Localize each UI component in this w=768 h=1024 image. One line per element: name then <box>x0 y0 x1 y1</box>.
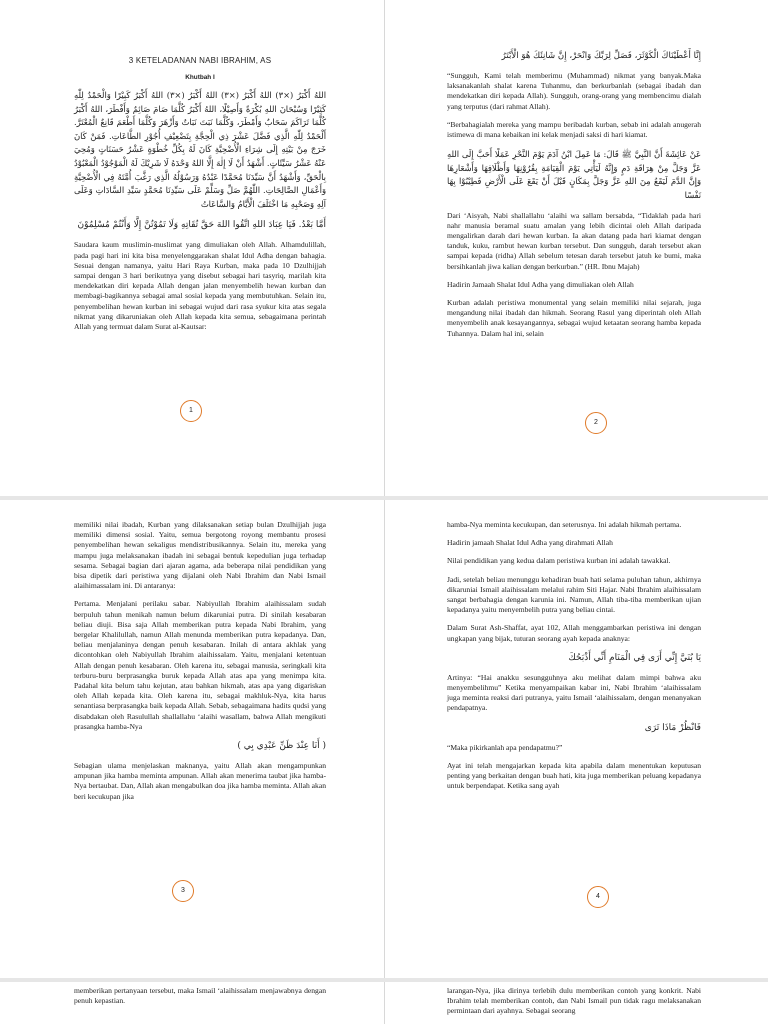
page-6-column <box>447 986 701 1024</box>
page-number-1: 1 <box>180 400 202 422</box>
page-1-column <box>74 56 326 340</box>
paragraph-ayat-mengajarkan: Ayat ini telah mengajarkan kepada kita apabila dalam menentukan keputusan penting yang berkaitan dengan buah hati, kita juga memberikan peluang kepadanya untuk berpendapat. Ketika sang ayah <box>447 760 701 791</box>
paragraph-opening: Saudara kaum muslimin-muslimat yang dimuliakan oleh Allah. Alhamdulillah, pada pagi hari ini kita bisa menyelenggarakan shalat Idul Adha dengan bahagia. Sesuai dengan namanya, yaitu Hari Raya Kurban, maka pada 10 Dzulhijjah sampai dengan 3 hari berikutnya yang disebut sebagai hari tasyriq, marilah kita mendekatkan diri kepada Allah dengan jalan menyembelih hewan kurban dan membagi-bagikannya sebagai amal sosial kepada yang membutuhkan. Selain itu, penyembelihan hewan kurban ini sebagai wujud dari rasa syukur kita atas segala nikmat yang dikaruniakan oleh Allah kepada kita semua, sebagaimana perintah Allah yang termuat dalam Surat al-Kautsar: <box>74 240 326 331</box>
page-2-column <box>447 50 701 347</box>
paragraph-artinya: Artinya: “Hai anakku sesungguhnya aku melihat dalam mimpi bahwa aku menyembelihmu” Ketika menyampaikan kabar ini, Nabi Ibrahim ‘alaihissalam juga meminta reaksi dari putranya, yaitu Ismail ‘alaihissalam, dengan menanyakan pendapatnya. <box>447 672 701 713</box>
arabic-kautsar: إِنَّا أَعْطَيْنَاكَ الْكَوْثَرَ، فَصَلِّ لِرَبِّكَ وَانْحَرْ، إِنَّ شَانِئَكَ هُوَ الْأَبْتَرُ <box>501 51 701 61</box>
arabic-fandhur: فَانْظُرْ مَاذَا تَرَى <box>644 722 701 733</box>
page-number-4: 4 <box>587 886 609 908</box>
page-5-column <box>74 986 326 1014</box>
page-4-column <box>447 520 701 799</box>
paragraph-aisyah: Dari ‘Aisyah, Nabi shallallahu ‘alaihi wa sallam bersabda, “Tidaklah pada hari nahr manusia beramal suatu amalan yang lebih dicintai oleh Allah daripada mengalirkan darah dari hewan kurban. Ia akan datang pada hari kiamat dengan tanduk, kuku, rambut hewan kurban tersebut. Dan sungguh, darah tersebut akan sampai kepada (ridha) Allah sebelum tetesan darah tersebut jatuh ke bumi, maka bersihkanlah jiwa kalian dengan berkurban.” (HR. Ibnu Majah) <box>447 210 701 271</box>
page-4 <box>384 500 768 978</box>
arabic-hadith-aisyah: عَنْ عَائِشَةَ أَنَّ النَّبِيَّ ﷺ قَالَ: مَا عَمِلَ ابْنُ آدَمَ يَوْمَ النَّحْرِ عَمَلًا أَحَبَّ إِلَى اللهِ عَزَّ وَجَلَّ مِنْ هِرَاقَةِ دَمٍ وَإِنَّهُ لَيَأْتِي يَوْمَ الْقِيَامَةِ بِقُرُوْنِهَا وَأَظْلَافِهَا وَأَشْعَارِهَا وَإِنَّ الدَّمَ لَيَقَعُ مِنَ اللهِ عَزَّ وَجَلَّ بِمَكَانٍ قَبْلَ أَنْ يَقَعَ عَلَى الْأَرْضِ فَطِيْبُوْا بِهَا نَفْسًا <box>447 149 701 200</box>
page-6 <box>384 982 768 1024</box>
paragraph-ismail-menjawab: memberikan pertanyaan tersebut, maka Ismail ‘alaihissalam menjawabnya dengan penuh kepastian. <box>74 986 326 1006</box>
paragraph-hadirin: Hadirin Jamaah Shalat Idul Adha yang dimuliakan oleh Allah <box>447 279 634 289</box>
paragraph-bahagia: “Berbahagialah mereka yang mampu beribadah kurban, sebab ini adalah anugerah istimewa di mana kebaikan ini kelak menjadi saksi di hari kiamat. <box>447 119 701 140</box>
arabic-ayat-102: يَا بُنَيَّ إِنِّي أَرَى فِي الْمَنَامِ أَنِّي أَذْبَحُكَ <box>568 652 701 663</box>
paragraph-ujian: Jadi, setelah beliau menunggu kehadiran buah hati selama puluhan tahun, akhirnya dikaruniai Ismail alaihissalam melalui rahim Siti Hajar. Nabi Ibrahim alaihissalam sangat berbahagia dengan karunia ini. Namun, Allah tiba-tiba memberikan ujian kepadanya yaitu menyembelih putra yang beliau cintai. <box>447 574 701 615</box>
paragraph-ulama: Sebagian ulama menjelaskan maknanya, yaitu Allah akan mengampunkan ampunan jika hamba meminta ampunan. Allah akan menerima taubat jika hamba-Nya bertaubat. Dan, Allah akan mengabulkan doa jika hamba meminta. Allah akan beri kecukupan jika <box>74 761 326 801</box>
paragraph-pertama-sabar: Pertama. Menjalani perilaku sabar. Nabiyullah Ibrahim alaihissalam sudah berpuluh tahun menikah namun belum dikaruniai putra. Di sinilah kesabaran beliau diuji. Bisa saja Allah memberikan putra kepada Nabi Ibrahim, yang bergelar Khalilullah, namun Allah menunda memberikan putra kepadanya. Dan, beliau menjalaninya dengan penuh kesabaran. Inilah di antara akhlak yang dicontohkan oleh Nabiyullah Ibrahim alaihissalam. Yaitu, menjalani ketentuan Allah dengan penuh kesabaran. Oleh karena itu, sebagai manusia, seringkali kita terburu-buru berprasangka buruk kepada Allah atas apa yang menimpa kita. Padahal kita belum tahu kejutan, atau bahkan hikmah, atas apa yang digariskan oleh Allah kepada kita. Oleh karena itu, sebagai makhluk-Nya, kita harus senantiasa berprasangka baik kepada Allah. Sebab, sebagaimana hadits qudsi yang disabdakan oleh Rasulullah shallallahu ‘alaihi wasallam, bahwa Allah mengikuti prasangka hamba-Nya <box>74 599 326 731</box>
paragraph-kautsar-translation: “Sungguh, Kami telah memberimu (Muhammad) nikmat yang banyak.Maka laksanakanlah shalat karena Tuhanmu, dan berkurbanlah (sebagai ibadah dan mendekatkan diri kepada Allah). Sungguh, orang-orang yang membencimu dialah yang terputus (dari rahmat Allah). <box>447 71 701 111</box>
document-title: 3 KETELADANAN NABI IBRAHIM, AS <box>128 56 272 65</box>
paragraph-dimensi-sosial: memiliki nilai ibadah, Kurban yang dilaksanakan setiap bulan Dzulhijjah juga memiliki dimensi sosial. Yaitu, semua bergotong royong membantu prosesi penyembelihan hewan sekaligus mendistribusikannya. Selain itu, mereka yang mampu juga melaksanakan ibadah ini sebagai bentuk kepedulian juga terhadap sesama. Sebagai bagian dari ajaran agama, ada beberapa nilai pendidikan yang bisa dipetik dari peristiwa yang dijalani oleh Nabi Ibrahim dan Nabi Ismail alaihimassalam ini. Di antaranya: <box>74 520 326 591</box>
arabic-opening: اللهُ أَكْبَرُ (×٣) اللهُ أَكْبَرُ (×٣) اللهُ أَكْبَرُ (×٣) اللهُ أَكْبَرُ كَبِيْرًا وَالْحَمْدُ لِلّٰهِ كَثِيْرًا وَسُبْحَانَ اللهِ بُكْرَةً وَأَصِيْلًا، اللهُ أَكْبَرُ كُلَّمَا صَامَ صَائِمٌ وَأَفْطَرَ، اللهُ أَكْبَرُ كُلَّمَا تَرَاكَمَ سَحَابٌ وَأَمْطَرَ، وَكُلَّمَا نَبَتَ نَبَاتٌ وَأَزْهَرَ وَكُلَّمَا أَطْعَمَ قَانِعٌ الْمُعْتَرَّ. أَلْحَمْدُ لِلّٰهِ الَّذِي فَضَّلَ عَشْرَ ذِي الْحِجَّةِ بِتَضْعِيْفِ أُجُوْرِ الطَّاعَاتِ. فَمَنْ كَانَ خَرَجَ مِنْ بَيْتِهِ إِلَى شِرَاءِ الْأُضْحِيَّةِ كَانَ لَهُ بِكُلِّ خُطْوَةٍ عَشْرُ حَسَنَاتٍ وَمُحِيَ عَنْهُ عَشْرُ سَيِّئَاتٍ. أَشْهَدُ أَنْ لَا إِلٰهَ إِلَّا اللهُ وَحْدَهُ لَا شَرِيْكَ لَهُ الْمَوْجُوْدُ الْمَعْبُوْدُ بِالْحَقِّ، وَأَشْهَدُ أَنَّ سَيِّدَنَا مُحَمَّدًا عَبْدُهُ وَرَسُوْلُهُ الَّذِي رَغَّبَ أُمَّتَهُ فِي الْأُضْحِيَّةِ وَأَعْمَالِ الصَّالِحَاتِ. اللّٰهُمَّ صَلِّ وَسَلِّمْ عَلَى سَيِّدِنَا مُحَمَّدٍ سَيِّدِ السَّادَاتِ وَعَلَى آلِهِ وَصَحْبِهِ مَا اخْتَلَفَ الْأَيَّامُ وَالسَّاعَاتُ <box>74 90 327 209</box>
page-3-column <box>74 520 326 810</box>
khutbah-heading: Khutbah I <box>185 74 215 81</box>
paragraph-contoh-konkrit: larangan-Nya, jika dirinya terlebih dulu memberikan contoh yang konkrit. Nabi Ibrahim telah memberikan contoh, dan Nabi Ismail pun tidak ragu melaksanakan permintaan dari ayahnya. Sebagai seorang <box>447 986 701 1016</box>
page-number-2: 2 <box>585 412 607 434</box>
page-3 <box>0 500 384 978</box>
paragraph-hadirin: Hadirin jamaah Shalat Idul Adha yang dirahmati Allah <box>447 538 613 548</box>
paragraph-tawakkal: Nilai pendidikan yang kedua dalam peristiwa kurban ini adalah tawakkal. <box>447 556 671 566</box>
arabic-hadith-qudsi: ( أَنَا عِنْدَ ظَنِّ عَبْدِي بِي ) <box>237 741 326 752</box>
paragraph-ash-shaffat: Dalam Surat Ash-Shaffat, ayat 102, Allah menggambarkan peristiwa ini dengan ungkapan yang bijak, tuturan seorang ayah kepada anaknya: <box>447 623 701 643</box>
paragraph-kurban: Kurban adalah peristiwa monumental yang selain memiliki nilai sejarah, juga mengandung nilai ibadah dan hikmah. Seorang Rasul yang diperintah oleh Allah menyembelih anak kesayangannya, sebagai wujud ketaatan seorang hamba kepada Tuhannya. Dalam hal ini, selain <box>447 298 701 338</box>
page-5 <box>0 982 384 1024</box>
arabic-amma-badu: أَمَّا بَعْدُ. فَيَا عِبَادَ اللهِ اتَّقُوا اللهَ حَقَّ تُقَاتِهِ وَلَا تَمُوْتُنَّ إِلَّا وَأَنْتُمْ مُسْلِمُوْنَ <box>77 220 326 231</box>
page-2 <box>384 0 768 496</box>
page-1 <box>0 0 384 496</box>
paragraph-pendapatmu: “Maka pikirkanlah apa pendapatmu?” <box>447 742 563 752</box>
paragraph-hikmah-pertama: hamba-Nya meminta kecukupan, dan seterusnya. Ini adalah hikmah pertama. <box>447 520 682 529</box>
page-number-3: 3 <box>172 880 194 902</box>
